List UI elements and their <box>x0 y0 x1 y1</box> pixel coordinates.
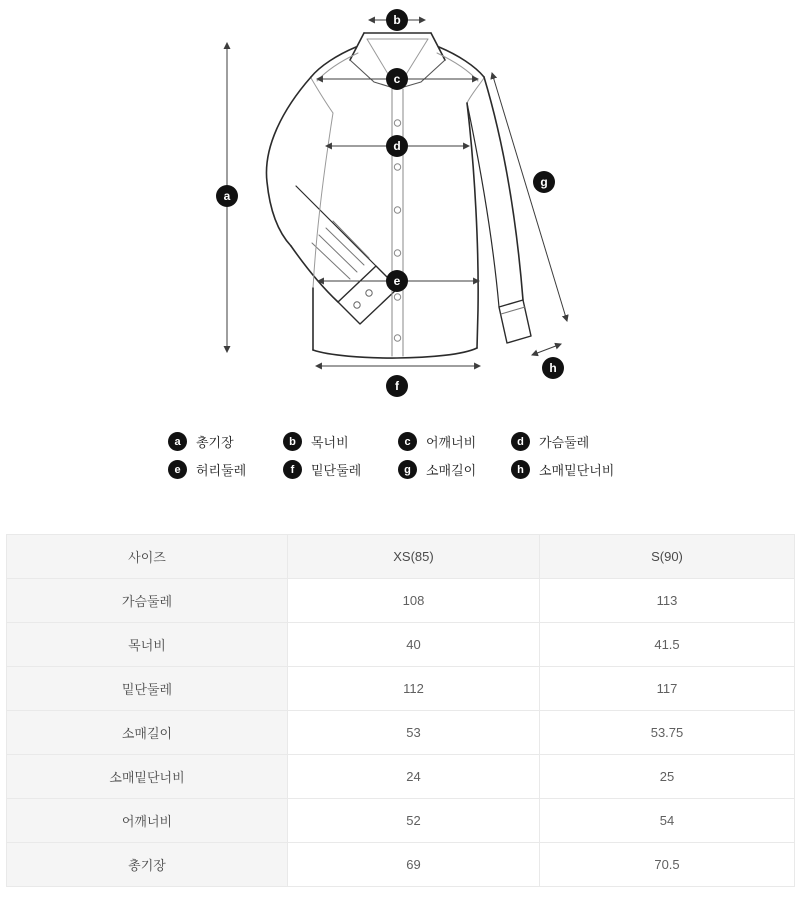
legend-label: 허리둘레 <box>196 463 247 478</box>
svg-text:b: b <box>393 13 401 27</box>
legend-dot-g: g <box>398 460 417 479</box>
size-table <box>6 534 795 887</box>
cell-value: 40 <box>288 623 540 667</box>
table-row-total-length <box>7 843 795 887</box>
legend-item-sleeve-length <box>398 460 511 479</box>
cell-value: 53 <box>288 711 540 755</box>
legend-item-chest <box>511 432 800 451</box>
row-label: 어깨너비 <box>7 799 288 843</box>
row-label: 가슴둘레 <box>7 579 288 623</box>
cell-value: 70.5 <box>540 843 795 887</box>
cell-value: 25 <box>540 755 795 799</box>
measurement-legend <box>0 432 800 479</box>
table-row-sleeve-length <box>7 711 795 755</box>
svg-text:d: d <box>393 139 401 153</box>
table-row-hem <box>7 667 795 711</box>
legend-item-neck-width <box>283 432 398 451</box>
cell-value: 53.75 <box>540 711 795 755</box>
legend-label: 목너비 <box>311 435 349 450</box>
table-row-shoulder-width <box>7 799 795 843</box>
legend-label: 어깨너비 <box>426 435 477 450</box>
legend-item-shoulder-width <box>398 432 511 451</box>
cell-value: 117 <box>540 667 795 711</box>
legend-dot-a: a <box>168 432 187 451</box>
cell-value: 108 <box>288 579 540 623</box>
table-row-cuff-width <box>7 755 795 799</box>
legend-item-waist <box>168 460 283 479</box>
legend-label: 소매밑단너비 <box>539 463 615 478</box>
legend-item-hem <box>283 460 398 479</box>
legend-label: 소매길이 <box>426 463 477 478</box>
svg-text:g: g <box>540 175 548 189</box>
col-header-size: 사이즈 <box>7 535 288 579</box>
legend-dot-e: e <box>168 460 187 479</box>
cell-value: 52 <box>288 799 540 843</box>
legend-label: 가슴둘레 <box>539 435 590 450</box>
legend-item-total-length <box>168 432 283 451</box>
svg-text:c: c <box>393 72 401 86</box>
legend-dot-d: d <box>511 432 530 451</box>
arrow-h-cuff-width <box>532 344 561 355</box>
marker-c <box>386 68 408 90</box>
row-label: 밑단둘레 <box>7 667 288 711</box>
legend-label: 밑단둘레 <box>311 463 362 478</box>
svg-text:h: h <box>549 361 557 375</box>
row-label: 목너비 <box>7 623 288 667</box>
cell-value: 113 <box>540 579 795 623</box>
col-header-s90: S(90) <box>540 535 795 579</box>
row-label: 총기장 <box>7 843 288 887</box>
legend-dot-h: h <box>511 460 530 479</box>
row-label: 소매길이 <box>7 711 288 755</box>
cell-value: 112 <box>288 667 540 711</box>
cell-value: 24 <box>288 755 540 799</box>
marker-g <box>533 171 555 193</box>
cell-value: 54 <box>540 799 795 843</box>
size-table-wrap <box>6 534 794 887</box>
table-row-chest <box>7 579 795 623</box>
legend-dot-c: c <box>398 432 417 451</box>
table-row-neck-width <box>7 623 795 667</box>
row-label: 소매밑단너비 <box>7 755 288 799</box>
marker-f <box>386 375 408 397</box>
svg-text:f: f <box>395 379 399 393</box>
marker-d <box>386 135 408 157</box>
legend-dot-b: b <box>283 432 302 451</box>
svg-text:a: a <box>223 189 231 203</box>
legend-item-cuff-width <box>511 460 800 479</box>
marker-h <box>542 357 564 379</box>
table-header-row <box>7 535 795 579</box>
cell-value: 69 <box>288 843 540 887</box>
marker-b <box>386 9 408 31</box>
svg-text:e: e <box>393 274 401 288</box>
marker-e <box>386 270 408 292</box>
marker-a <box>216 185 238 207</box>
cell-value: 41.5 <box>540 623 795 667</box>
legend-label: 총기장 <box>196 435 234 450</box>
legend-dot-f: f <box>283 460 302 479</box>
shirt-diagram <box>0 0 800 420</box>
col-header-xs85: XS(85) <box>288 535 540 579</box>
arrow-g-sleeve-length <box>492 73 567 321</box>
